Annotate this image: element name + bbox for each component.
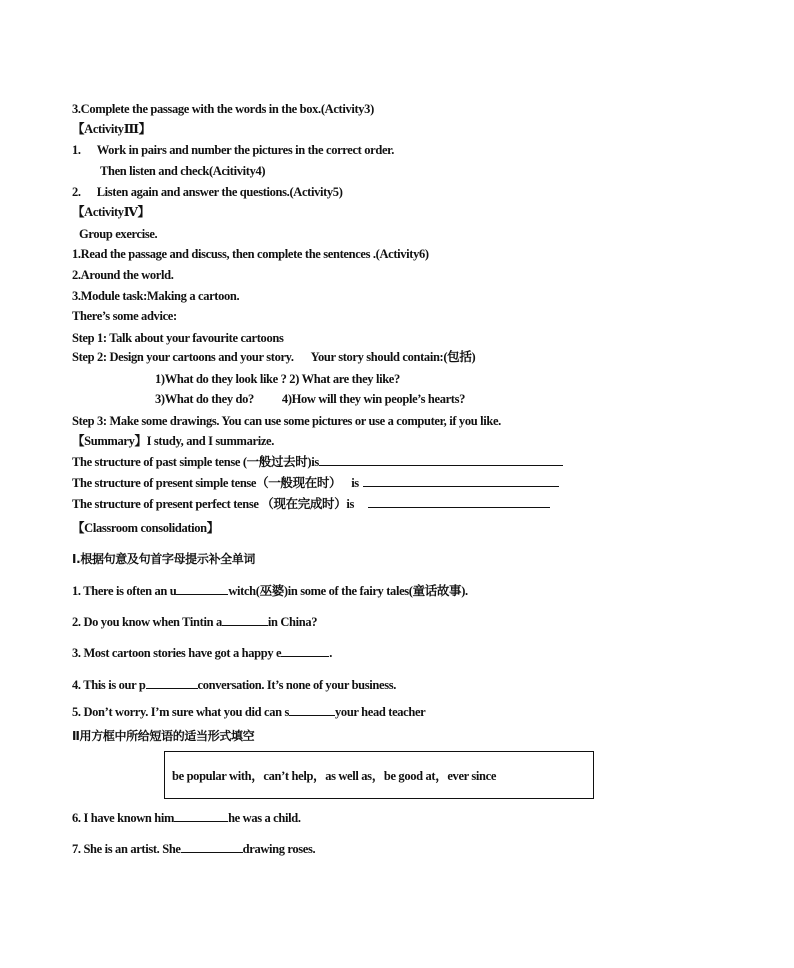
exercise-item: [72, 809, 301, 826]
exercise-item: [72, 676, 396, 693]
list-item-continuation: Then listen and check(Acitivity4): [100, 164, 266, 178]
list-number: 2.: [72, 185, 81, 199]
section-heading-activity-4: 【ActivityⅣ】: [72, 205, 150, 219]
phrase-list: be popular with，can’t help，as well as，be good at，ever since: [172, 769, 497, 783]
question-line: [155, 391, 465, 407]
section-heading-summary: 【Summary】I study, and I summarize.: [72, 434, 275, 448]
answer-blank[interactable]: [363, 474, 559, 487]
summary-text: is: [351, 476, 359, 490]
exercise-item: [72, 840, 315, 857]
exercise-section-2-heading: Ⅱ用方框中所给短语的适当形式填空: [72, 729, 255, 743]
answer-blank[interactable]: [181, 840, 243, 853]
exercise-item: [72, 613, 317, 630]
section-heading-activity-3: 【ActivityⅢ】: [72, 122, 151, 136]
step-line: [72, 349, 475, 365]
exercise-text: .: [329, 646, 333, 660]
exercise-text: your head teacher: [335, 705, 426, 719]
answer-blank[interactable]: [319, 453, 563, 466]
exercise-text: 7. She is an artist. She: [72, 842, 181, 856]
summary-line: [72, 495, 550, 512]
exercise-section-1-heading: I.根据句意及句首字母提示补全单词: [72, 552, 256, 566]
list-item: [72, 184, 343, 200]
summary-text: The structure of past simple tense (一般过去时)is: [72, 455, 319, 469]
summary-text: The structure of present simple tense（一般现在时）: [72, 476, 342, 490]
step-text: Step 2: Design your cartoons and your story.: [72, 350, 294, 364]
exercise-text: witch(巫婆)in some of the fairy tales(童话故事).: [228, 584, 468, 598]
exercise-text: conversation. It’s none of your business.: [197, 678, 397, 692]
exercise-text: 2. Do you know when Tintin: [72, 615, 216, 629]
hint-letter: s: [284, 705, 290, 719]
text-line: Group exercise.: [79, 227, 158, 241]
answer-blank[interactable]: [174, 809, 228, 822]
summary-line: [72, 474, 559, 491]
phrase-box: [164, 751, 594, 799]
answer-blank[interactable]: [368, 495, 550, 508]
exercise-text: 6. I have known him: [72, 811, 175, 825]
exercise-text: he was a child.: [228, 811, 301, 825]
list-number: 1.: [72, 143, 81, 157]
step-line: Step 3: Make some drawings. You can use some pictures or use a computer, if you like.: [72, 414, 501, 428]
list-text: Work in pairs and number the pictures in the correct order.: [96, 143, 394, 157]
exercise-text: 3. Most cartoon stories have got a happy: [72, 646, 277, 660]
instruction-line: 3.Complete the passage with the words in the box.(Activity3): [72, 102, 374, 116]
summary-text: The structure of present perfect tense （现在完成时）is: [72, 497, 354, 511]
exercise-item: [72, 703, 425, 720]
text-line: 3.Module task:Making a cartoon.: [72, 289, 240, 303]
step-line: Step 1: Talk about your favourite cartoons: [72, 331, 284, 345]
hint-letter: p: [138, 678, 146, 692]
list-item: [72, 142, 394, 158]
step-note: Your story should contain:(包括): [310, 350, 476, 364]
exercise-text: 4. This is our: [72, 678, 139, 692]
answer-blank[interactable]: [176, 582, 228, 595]
hint-letter: u: [169, 584, 177, 598]
exercise-text: 1. There is often an: [72, 584, 170, 598]
question-text: 3)What do they do?: [155, 392, 254, 406]
exercise-item: [72, 582, 468, 599]
exercise-text: drawing roses.: [242, 842, 316, 856]
section-heading-consolidation: 【Classroom consolidation】: [72, 521, 219, 535]
text-line: 1.Read the passage and discuss, then complete the sentences .(Activity6): [72, 247, 429, 261]
list-text: Listen again and answer the questions.(Activity5): [96, 185, 343, 199]
answer-blank[interactable]: [281, 644, 329, 657]
text-line: There’s some advice:: [72, 309, 177, 323]
exercise-text: 5. Don’t worry. I’m sure what you did can: [72, 705, 285, 719]
summary-line: [72, 453, 563, 470]
hint-letter: a: [215, 615, 222, 629]
answer-blank[interactable]: [289, 703, 335, 716]
answer-blank[interactable]: [222, 613, 268, 626]
answer-blank[interactable]: [146, 676, 198, 689]
exercise-item: [72, 644, 332, 661]
question-text: 4)How will they win people’s hearts?: [281, 392, 466, 406]
exercise-text: in China?: [267, 615, 318, 629]
text-line: 2.Around the world.: [72, 268, 174, 282]
question-line: 1)What do they look like ? 2) What are they like?: [155, 372, 400, 386]
hint-letter: e: [276, 646, 282, 660]
